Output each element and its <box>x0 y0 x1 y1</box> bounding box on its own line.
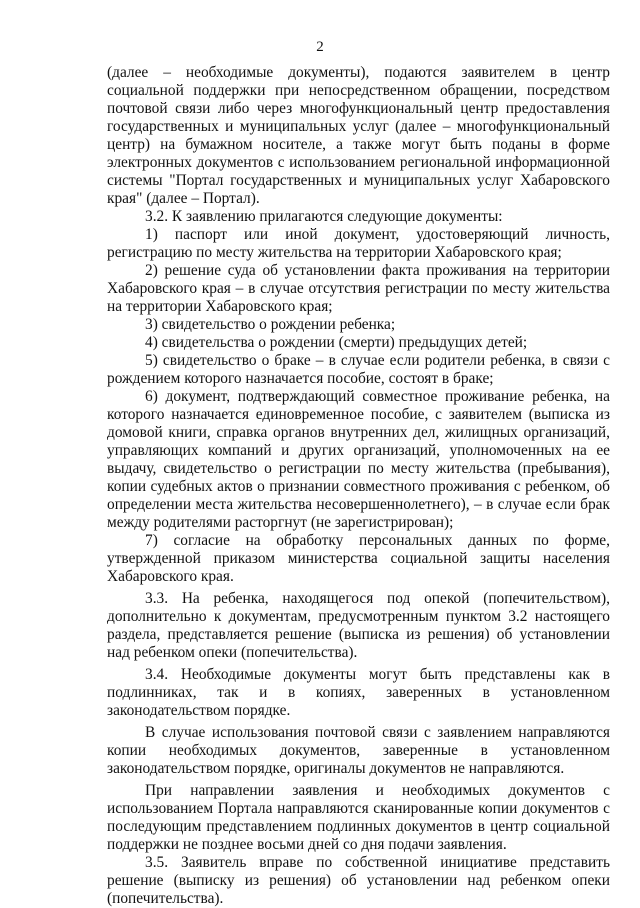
paragraph-3-2: 3.2. К заявлению прилагаются следующие документы: <box>145 208 503 225</box>
list-item-3-2-7: 7) согласие на обработку персональных данных по форме, утвержденной приказом министерства социальной защиты населения Хабаровского края. <box>107 532 610 585</box>
paragraph-3-3: 3.3. На ребенка, находящегося под опекой (попечительством), дополнительно к документам, предусмотренным пунктом 3.2 настоящего раздела, представляется решение (выписка из решения) об установлении над ребенком опеки (попечительства). <box>107 590 610 661</box>
document-body <box>107 64 610 908</box>
list-item-3-2-2: 2) решение суда об установлении факта проживания на территории Хабаровского края – в случае отсутствия регистрации по месту жительства на территории Хабаровского края; <box>107 262 610 315</box>
paragraph-continuation: (далее – необходимые документы), подаются заявителем в центр социальной поддержки при непосредственном обращении, посредством почтовой связи либо через многофункциональный центр предоставления государственных и муниципальных услуг (далее – многофункциональный центр) на бумажном носителе, а также могут быть поданы в форме электронных документов с использованием региональной информационной системы "Портал государственных и муниципальных услуг Хабаровского края" (далее – Портал). <box>107 64 610 207</box>
list-item-3-2-3: 3) свидетельство о рождении ребенка; <box>145 316 396 333</box>
list-item-3-2-4: 4) свидетельства о рождении (смерти) предыдущих детей; <box>145 334 528 351</box>
paragraph-3-4-portal: При направлении заявления и необходимых документов с использованием Портала направляются сканированные копии документов с последующим представлением подлинных документов в центр социальной поддержки не позднее восьми дней со дня подачи заявления. <box>107 782 610 853</box>
paragraph-3-4: 3.4. Необходимые документы могут быть представлены как в подлинниках, так и в копиях, заверенных в установленном законодательством порядке. <box>107 666 610 719</box>
list-item-3-2-1: 1) паспорт или иной документ, удостоверяющий личность, регистрацию по месту жительства на территории Хабаровского края; <box>107 226 610 261</box>
paragraph-3-5: 3.5. Заявитель вправе по собственной инициативе представить решение (выписку из решения) об установлении над ребенком опеки (попечительства). <box>107 854 610 907</box>
list-item-3-2-6: 6) документ, подтверждающий совместное проживание ребенка, на которого назначается единовременное пособие, с заявителем (выписка из домовой книги, справка органов внутренних дел, жилищных организаций, управляющих компаний и других организаций, уполномоченных на ее выдачу, свидетельство о регистрации по месту жительства (пребывания), копии судебных актов о признании совместного проживания с ребенком, об определении места жительства несовершеннолетнего), – в случае если брак между родителями расторгнут (не зарегистрирован); <box>107 388 610 531</box>
paragraph-3-4-post: В случае использования почтовой связи с заявлением направляются копии необходимых документов, заверенные в установленном законодательством порядке, оригиналы документов не направляются. <box>107 724 610 777</box>
list-item-3-2-5: 5) свидетельство о браке – в случае если родители ребенка, в связи с рождением которого назначается пособие, состоят в браке; <box>107 352 610 387</box>
page-number: 2 <box>316 39 324 55</box>
